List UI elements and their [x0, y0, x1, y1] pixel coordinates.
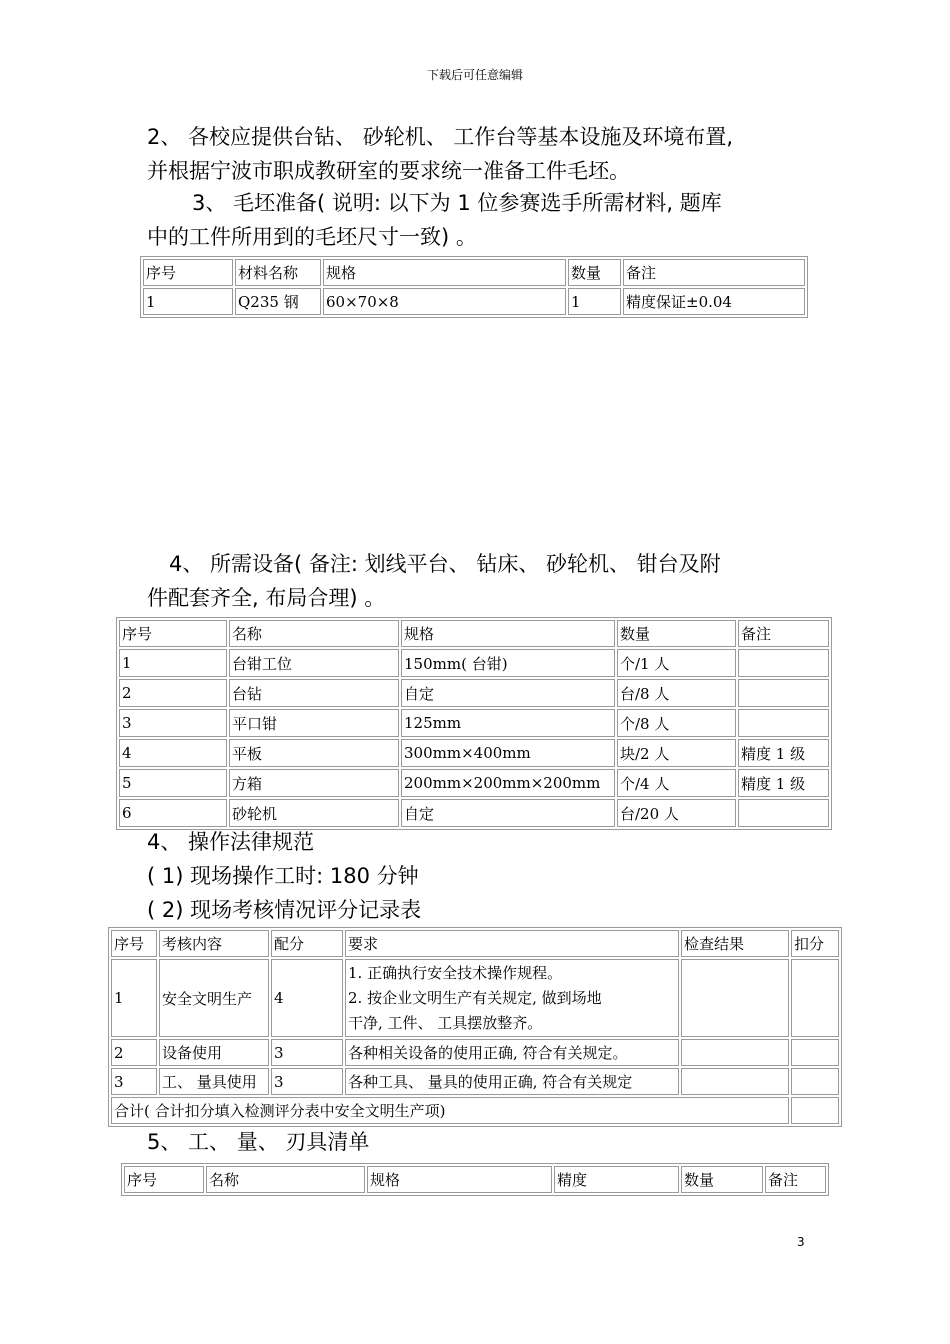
header-cell: 序号: [124, 1166, 204, 1193]
table-cell: 个/8 人: [617, 709, 736, 737]
paragraph-line: 件配套齐全, 布局合理) 。: [147, 586, 386, 610]
table-cell: 台/20 人: [617, 799, 736, 827]
header-cell: 备注: [623, 259, 805, 286]
table-cell: 1: [143, 288, 233, 315]
table-row: [119, 649, 829, 677]
header-cell: 序号: [143, 259, 233, 286]
table-header-row: [111, 930, 839, 957]
table-header-row: [119, 620, 829, 647]
table-row: [119, 799, 829, 827]
header-cell: 要求: [345, 930, 679, 957]
paragraph-line: 中的工件所用到的毛坯尺寸一致) 。: [147, 225, 477, 249]
table-cell: 6: [119, 799, 227, 827]
table-cell: 台钻: [229, 679, 399, 707]
table-cell: 方箱: [229, 769, 399, 797]
materials-table: [140, 256, 808, 318]
header-cell: 备注: [765, 1166, 826, 1193]
paragraph-line: 3、 毛坯准备( 说明: 以下为 1 位参赛选手所需材料, 题库: [192, 191, 722, 215]
header-cell: 名称: [229, 620, 399, 647]
table-cell: 台钳工位: [229, 649, 399, 677]
tools-table: [121, 1163, 829, 1196]
table-cell: 自定: [401, 799, 615, 827]
requirement-cell: [345, 959, 679, 1037]
header-cell: 精度: [554, 1166, 679, 1193]
table-cell: Q235 钢: [235, 288, 321, 315]
header-cell: 备注: [738, 620, 829, 647]
header-cell: 规格: [401, 620, 615, 647]
table-cell: [738, 679, 829, 707]
table-cell: 精度 1 级: [738, 769, 829, 797]
table-row: [119, 769, 829, 797]
table-cell: [738, 709, 829, 737]
table-cell: 60×70×8: [323, 288, 566, 315]
table-cell: 3: [271, 1068, 343, 1095]
section-5-heading: [147, 1125, 369, 1159]
table-row: [111, 1068, 839, 1095]
section-title: 5、 工、 量、 刃具清单: [147, 1130, 370, 1154]
equipment-table: [116, 617, 832, 830]
table-cell: 安全文明生产: [159, 959, 269, 1037]
table-cell: [738, 649, 829, 677]
header-cell: 序号: [119, 620, 227, 647]
table-row: [119, 679, 829, 707]
table-cell: 个/4 人: [617, 769, 736, 797]
scoring-table: [108, 927, 842, 1127]
table-cell: 1: [119, 649, 227, 677]
requirement-cell: 各种工具、 量具的使用正确, 符合有关规定: [345, 1068, 679, 1095]
table-cell: 台/8 人: [617, 679, 736, 707]
table-cell: 工、 量具使用: [159, 1068, 269, 1095]
table-cell: 150mm( 台钳): [401, 649, 615, 677]
paragraph-line: 2、 各校应提供台钻、 砂轮机、 工作台等基本设施及环境布置,: [147, 125, 734, 149]
section-item: ( 1) 现场操作工时: 180 分钟: [147, 864, 419, 888]
table-cell: [791, 1039, 839, 1066]
table-header-row: [124, 1166, 826, 1193]
table-row: [119, 739, 829, 767]
table-cell: 300mm×400mm: [401, 739, 615, 767]
table-header-row: [143, 259, 805, 286]
table-cell: 个/1 人: [617, 649, 736, 677]
requirement-cell: 各种相关设备的使用正确, 符合有关规定。: [345, 1039, 679, 1066]
table-cell: 精度 1 级: [738, 739, 829, 767]
table-cell: [681, 1068, 789, 1095]
table-cell: [738, 799, 829, 827]
header-cell: 名称: [206, 1166, 365, 1193]
table-cell: 设备使用: [159, 1039, 269, 1066]
table-cell: 4: [119, 739, 227, 767]
paragraph-blank-prep: [147, 186, 722, 254]
table-cell: 精度保证±0.04: [623, 288, 805, 315]
table-cell: [791, 1068, 839, 1095]
table-cell: 200mm×200mm×200mm: [401, 769, 615, 797]
header-cell: 规格: [367, 1166, 552, 1193]
header-cell: 材料名称: [235, 259, 321, 286]
paragraph-line: 并根据宁波市职成教研室的要求统一准备工件毛坯。: [147, 159, 630, 183]
section-title: 4、 操作法律规范: [147, 830, 315, 854]
paragraph-line: 4、 所需设备( 备注: 划线平台、 钻床、 砂轮机、 钳台及附: [169, 552, 721, 576]
page-header: 下载后可任意编辑: [426, 68, 523, 82]
table-cell: 4: [271, 959, 343, 1037]
table-cell: 3: [271, 1039, 343, 1066]
total-cell: 合计( 合计扣分填入检测评分表中安全文明生产项): [111, 1097, 789, 1124]
table-cell: 2: [111, 1039, 157, 1066]
requirement-line: 2. 按企业文明生产有关规定, 做到场地: [348, 988, 602, 1007]
header-cell: 数量: [681, 1166, 763, 1193]
header-cell: 数量: [568, 259, 621, 286]
header-cell: 配分: [271, 930, 343, 957]
table-cell: 2: [119, 679, 227, 707]
table-cell: [791, 1097, 839, 1124]
requirement-line: 1. 正确执行安全技术操作规程。: [348, 963, 563, 982]
table-cell: 砂轮机: [229, 799, 399, 827]
table-cell: [791, 959, 839, 1037]
header-cell: 数量: [617, 620, 736, 647]
header-cell: 序号: [111, 930, 157, 957]
header-cell: 规格: [323, 259, 566, 286]
paragraph-facilities: [147, 120, 733, 188]
table-row: [119, 709, 829, 737]
page-number: 3: [797, 1235, 805, 1249]
table-row: [143, 288, 805, 315]
header-cell: 检查结果: [681, 930, 789, 957]
table-total-row: [111, 1097, 839, 1124]
header-cell: 扣分: [791, 930, 839, 957]
table-cell: 平板: [229, 739, 399, 767]
table-cell: 3: [111, 1068, 157, 1095]
section-item: ( 2) 现场考核情况评分记录表: [147, 898, 422, 922]
table-cell: 自定: [401, 679, 615, 707]
table-cell: [681, 959, 789, 1037]
header-cell: 考核内容: [159, 930, 269, 957]
table-cell: 125mm: [401, 709, 615, 737]
table-cell: [681, 1039, 789, 1066]
table-cell: 5: [119, 769, 227, 797]
table-cell: 1: [568, 288, 621, 315]
table-cell: 平口钳: [229, 709, 399, 737]
table-row: [111, 1039, 839, 1066]
section-4-heading: [147, 825, 421, 927]
table-cell: 3: [119, 709, 227, 737]
table-cell: 块/2 人: [617, 739, 736, 767]
table-row: [111, 959, 839, 1037]
paragraph-equipment: [147, 547, 721, 615]
requirement-line: 干净, 工件、 工具摆放整齐。: [348, 1013, 543, 1032]
table-cell: 1: [111, 959, 157, 1037]
